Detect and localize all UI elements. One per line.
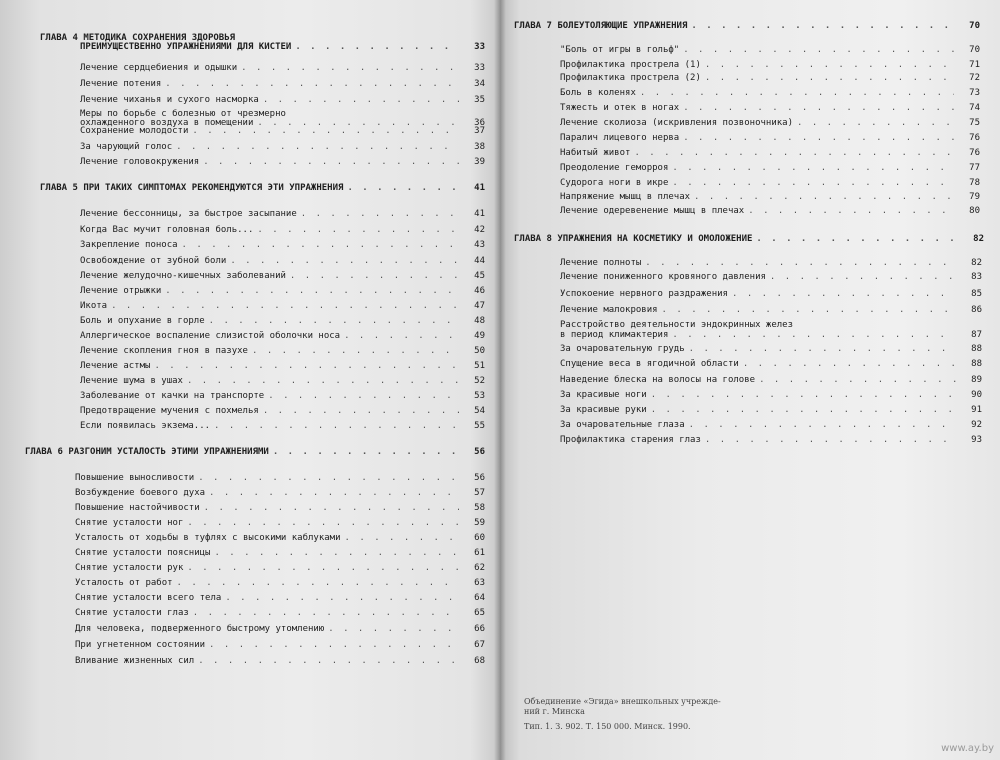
toc-entry-page: 63: [474, 578, 485, 588]
toc-entry: [80, 63, 485, 73]
toc-entry-title: Закрепление поноса: [80, 240, 178, 250]
toc-entry-title: Снятие усталости глаз: [75, 608, 189, 618]
toc-entry-title: Лечение скопления гноя в пазухе: [80, 346, 248, 356]
toc-entry: [560, 148, 980, 158]
leader-dots: [347, 183, 459, 193]
toc-entry-page: 53: [474, 391, 485, 401]
toc-entry: [560, 420, 982, 430]
toc-entry-title: Освобождение от зубной боли: [80, 256, 227, 266]
toc-entry-page: 36: [474, 118, 485, 128]
imprint-publisher-line2: ний г. Минска: [524, 707, 585, 716]
leader-dots: [187, 563, 459, 573]
toc-entry-title: Для человека, подверженного быстрому утомлению: [75, 624, 325, 634]
chapter-6-heading: [25, 447, 485, 457]
toc-entry-title: в период климактерия: [560, 330, 669, 340]
toc-entry-title: Лечение чиханья и сухого насморка: [80, 95, 259, 105]
toc-entry-page: 52: [474, 376, 485, 386]
toc-entry-title: Икота: [80, 301, 108, 311]
toc-entry: [75, 624, 485, 634]
leader-dots: [705, 60, 954, 70]
chapter-5-heading: [40, 183, 485, 193]
leader-dots: [705, 435, 956, 445]
leader-dots: [192, 126, 459, 136]
toc-entry-page: 86: [971, 305, 982, 315]
toc-entry: [80, 225, 485, 235]
leader-dots: [797, 118, 954, 128]
leader-dots: [209, 316, 459, 326]
leader-dots: [672, 163, 954, 173]
toc-entry: [75, 518, 485, 528]
toc-entry: [80, 95, 485, 105]
toc-entry-title: Лечение шума в ушах: [80, 376, 183, 386]
toc-entry-page: 58: [474, 503, 485, 513]
toc-entry-page: 75: [969, 118, 980, 128]
toc-entry-page: 83: [971, 272, 982, 282]
toc-entry-page: 73: [969, 88, 980, 98]
toc-entry-page: 55: [474, 421, 485, 431]
toc-entry-page: 78: [969, 178, 980, 188]
leader-dots: [672, 178, 954, 188]
toc-entry-title: Усталость от работ: [75, 578, 173, 588]
chapter-6-title: ГЛАВА 6 РАЗГОНИМ УСТАЛОСТЬ ЭТИМИ УПРАЖНЕНИЯМИ: [25, 447, 269, 457]
chapter-5-page: 41: [474, 183, 485, 193]
toc-entry-page: 88: [971, 359, 982, 369]
toc-entry: [560, 192, 980, 202]
toc-entry-title: Лечение потения: [80, 79, 162, 89]
toc-entry: [75, 593, 485, 603]
toc-entry-title: Предотвращение мучения с похмелья: [80, 406, 259, 416]
toc-entry-title: Лечение астмы: [80, 361, 151, 371]
leader-dots: [203, 157, 459, 167]
toc-entry-page: 76: [969, 133, 980, 143]
toc-entry-title: охлажденного воздуха в помещении: [80, 118, 254, 128]
toc-entry: [80, 142, 485, 152]
toc-entry: [560, 330, 982, 340]
toc-entry: [80, 331, 485, 341]
chapter-8-page: 82: [973, 234, 984, 244]
toc-entry: [80, 361, 485, 371]
leader-dots: [640, 88, 954, 98]
toc-entry-title: Если появилась экзема...: [80, 421, 211, 431]
chapter-7-title: ГЛАВА 7 БОЛЕУТОЛЯЮЩИЕ УПРАЖНЕНИЯ: [514, 21, 688, 31]
leader-dots: [268, 391, 459, 401]
toc-entry-title: "Боль от игры в гольф": [560, 45, 680, 55]
toc-entry-title: Сохранение молодости: [80, 126, 189, 136]
toc-entry-title: Судорога ноги в икре: [560, 178, 669, 188]
toc-entry-title: Повышение настойчивости: [75, 503, 200, 513]
toc-entry-title: Вливание жизненных сил: [75, 656, 195, 666]
toc-entry-page: 44: [474, 256, 485, 266]
watermark: www.ay.by: [941, 743, 994, 754]
toc-entry-page: 49: [474, 331, 485, 341]
imprint-print-info: Тип. 1. З. 902. Т. 150 000. Минск. 1990.: [524, 722, 691, 731]
toc-entry-title: Снятие усталости всего тела: [75, 593, 222, 603]
toc-entry: [80, 286, 485, 296]
chapter-7-heading: [514, 21, 980, 31]
toc-entry: [75, 640, 485, 650]
toc-entry: [560, 73, 980, 83]
leader-dots: [204, 503, 459, 513]
toc-entry-title: Повышение выносливости: [75, 473, 195, 483]
leader-dots: [295, 42, 459, 52]
toc-entry-title: Спущение веса в ягодичной области: [560, 359, 739, 369]
toc-entry-title: Лечение сердцебиения и одышки: [80, 63, 238, 73]
toc-entry: [75, 503, 485, 513]
leader-dots: [651, 390, 956, 400]
leader-dots: [683, 133, 954, 143]
leader-dots: [187, 376, 459, 386]
toc-entry-title: Тяжесть и отек в ногах: [560, 103, 680, 113]
leader-dots: [705, 73, 954, 83]
leader-dots: [225, 593, 459, 603]
toc-entry-title: Наведение блеска на волосы на голове: [560, 375, 756, 385]
toc-entry-page: 65: [474, 608, 485, 618]
toc-entry: [560, 405, 982, 415]
leader-dots: [691, 21, 954, 31]
toc-entry: [75, 548, 485, 558]
toc-entry: [75, 473, 485, 483]
toc-entry-page: 57: [474, 488, 485, 498]
leader-dots: [165, 286, 459, 296]
toc-entry-page: 77: [969, 163, 980, 173]
leader-dots: [252, 346, 459, 356]
toc-entry-page: 50: [474, 346, 485, 356]
leader-dots: [230, 256, 459, 266]
toc-entry-page: 87: [971, 330, 982, 340]
leader-dots: [273, 447, 459, 457]
toc-entry-page: 48: [474, 316, 485, 326]
toc-entry: [560, 344, 982, 354]
toc-entry-title: Лечение малокровия: [560, 305, 658, 315]
toc-entry: [560, 178, 980, 188]
leader-dots: [651, 405, 956, 415]
leader-dots: [263, 95, 459, 105]
leader-dots: [689, 420, 956, 430]
toc-entry-title: Боль и опухание в горле: [80, 316, 205, 326]
toc-entry: [560, 88, 980, 98]
toc-entry-page: 89: [971, 375, 982, 385]
toc-entry: [80, 157, 485, 167]
toc-entry-page: 45: [474, 271, 485, 281]
toc-entry: [560, 60, 980, 70]
toc-entry: [80, 346, 485, 356]
toc-entry-title: Профилактика старения глаз: [560, 435, 701, 445]
toc-entry-title: Снятие усталости ног: [75, 518, 184, 528]
leader-dots: [241, 63, 459, 73]
toc-entry: [560, 272, 982, 282]
toc-entry-page: 41: [474, 209, 485, 219]
toc-entry-title: Лечение отрыжки: [80, 286, 162, 296]
chapter-7-page: 70: [969, 21, 980, 31]
leader-dots: [193, 608, 459, 618]
toc-entry-page: 68: [474, 656, 485, 666]
book-gutter: [494, 0, 506, 760]
toc-entry: [80, 271, 485, 281]
leader-dots: [301, 209, 459, 219]
toc-entry: [560, 206, 980, 216]
toc-entry-page: 56: [474, 473, 485, 483]
leader-dots: [748, 206, 954, 216]
toc-entry-title: Паралич лицевого нерва: [560, 133, 680, 143]
toc-entry: [75, 608, 485, 618]
toc-entry-page: 91: [971, 405, 982, 415]
leader-dots: [732, 289, 956, 299]
toc-entry-title-line1: Расстройство деятельности эндокринных желез: [560, 320, 793, 330]
toc-entry-page: 93: [971, 435, 982, 445]
chapter-4-heading: [40, 42, 485, 52]
toc-entry: [80, 406, 485, 416]
chapter-4-title-line2: ПРЕИМУЩЕСТВЕННО УПРАЖНЕНИЯМИ ДЛЯ КИСТЕЙ: [80, 42, 292, 52]
toc-entry-title: Лечение бессонницы, за быстрое засыпание: [80, 209, 297, 219]
toc-entry-page: 66: [474, 624, 485, 634]
leader-dots: [111, 301, 459, 311]
toc-entry-title: Когда Вас мучит головная боль...: [80, 225, 254, 235]
toc-entry: [560, 45, 980, 55]
leader-dots: [634, 148, 954, 158]
toc-entry: [560, 289, 982, 299]
toc-entry-title: Заболевание от качки на транспорте: [80, 391, 265, 401]
leader-dots: [214, 548, 459, 558]
toc-entry: [80, 376, 485, 386]
leader-dots: [165, 79, 459, 89]
toc-entry-page: 82: [971, 258, 982, 268]
toc-entry-page: 64: [474, 593, 485, 603]
toc-entry-page: 35: [474, 95, 485, 105]
toc-entry-page: 72: [969, 73, 980, 83]
toc-entry-title: За очаровательную грудь: [560, 344, 685, 354]
toc-entry-page: 92: [971, 420, 982, 430]
toc-entry: [75, 578, 485, 588]
toc-entry-title: Лечение сколиоза (искривления позвоночника): [560, 118, 793, 128]
toc-entry-page: 88: [971, 344, 982, 354]
toc-entry-title-line1: Меры по борьбе с болезнью от чрезмерно: [80, 109, 286, 119]
toc-entry-title: Снятие усталости поясницы: [75, 548, 211, 558]
chapter-4-title-line1: ГЛАВА 4 МЕТОДИКА СОХРАНЕНИЯ ЗДОРОВЬЯ: [40, 33, 236, 43]
leader-dots: [662, 305, 956, 315]
toc-entry-title: Профилактика прострела (2): [560, 73, 701, 83]
toc-entry-page: 38: [474, 142, 485, 152]
toc-entry: [75, 488, 485, 498]
leader-dots: [345, 533, 459, 543]
toc-entry-page: 46: [474, 286, 485, 296]
leader-dots: [290, 271, 459, 281]
toc-entry: [80, 126, 485, 136]
toc-entry: [80, 316, 485, 326]
leader-dots: [672, 330, 956, 340]
toc-entry-page: 85: [971, 289, 982, 299]
leader-dots: [756, 234, 958, 244]
chapter-5-title: ГЛАВА 5 ПРИ ТАКИХ СИМПТОМАХ РЕКОМЕНДУЮТСЯ ЭТИ УПРАЖНЕНИЯ: [40, 183, 344, 193]
leader-dots: [770, 272, 956, 282]
toc-entry-page: 54: [474, 406, 485, 416]
toc-entry-page: 33: [474, 63, 485, 73]
toc-entry: [80, 240, 485, 250]
toc-entry-title: Успокоение нервного раздражения: [560, 289, 728, 299]
leader-dots: [209, 640, 459, 650]
toc-entry: [560, 390, 982, 400]
toc-entry-page: 39: [474, 157, 485, 167]
toc-entry-page: 79: [969, 192, 980, 202]
imprint-publisher-line1: Объединение «Эгида» внешкольных учрежде-: [524, 697, 721, 706]
toc-entry-page: 34: [474, 79, 485, 89]
toc-entry-title: За красивые ноги: [560, 390, 647, 400]
toc-entry-page: 80: [969, 206, 980, 216]
leader-dots: [187, 518, 459, 528]
toc-entry-title: Лечение одеревенение мышц в плечах: [560, 206, 745, 216]
right-page: [500, 0, 1000, 760]
toc-entry-page: 47: [474, 301, 485, 311]
toc-entry-page: 70: [969, 45, 980, 55]
leader-dots: [209, 488, 459, 498]
toc-entry: [80, 209, 485, 219]
leader-dots: [683, 45, 954, 55]
leader-dots: [344, 331, 459, 341]
toc-entry-title: Аллергическое воспаление слизистой оболочки носа: [80, 331, 341, 341]
toc-entry-title: Лечение желудочно-кишечных заболеваний: [80, 271, 286, 281]
toc-entry-title: Усталость от ходьбы в туфлях с высокими каблуками: [75, 533, 341, 543]
toc-entry: [560, 258, 982, 268]
toc-entry: [75, 656, 485, 666]
toc-entry: [560, 103, 980, 113]
toc-entry-page: 62: [474, 563, 485, 573]
leader-dots: [689, 344, 956, 354]
leader-dots: [198, 656, 459, 666]
toc-entry-title: Снятие усталости рук: [75, 563, 184, 573]
leader-dots: [154, 361, 459, 371]
toc-entry: [80, 256, 485, 266]
toc-entry: [560, 375, 982, 385]
toc-entry-page: 59: [474, 518, 485, 528]
toc-entry-title: Лечение головокружения: [80, 157, 200, 167]
chapter-8-title: ГЛАВА 8 УПРАЖНЕНИЯ НА КОСМЕТИКУ И ОМОЛОЖЕНИЕ: [514, 234, 753, 244]
leader-dots: [182, 240, 459, 250]
chapter-4-page: 33: [474, 42, 485, 52]
toc-entry-title: За красивые руки: [560, 405, 647, 415]
toc-entry-page: 43: [474, 240, 485, 250]
toc-entry-title: Лечение пониженного кровяного давления: [560, 272, 766, 282]
leader-dots: [177, 578, 459, 588]
toc-entry-page: 37: [474, 126, 485, 136]
toc-entry-title: Набитый живот: [560, 148, 631, 158]
toc-entry-title: При угнетенном состоянии: [75, 640, 206, 650]
toc-entry-title: Возбуждение боевого духа: [75, 488, 206, 498]
toc-entry-page: 90: [971, 390, 982, 400]
toc-entry-page: 67: [474, 640, 485, 650]
toc-entry-page: 60: [474, 533, 485, 543]
toc-entry-page: 61: [474, 548, 485, 558]
leader-dots: [683, 103, 954, 113]
toc-entry-page: 76: [969, 148, 980, 158]
toc-entry: [560, 359, 982, 369]
toc-entry: [560, 305, 982, 315]
toc-entry-title: Напряжение мышц в плечах: [560, 192, 691, 202]
leader-dots: [694, 192, 954, 202]
leader-dots: [743, 359, 956, 369]
leader-dots: [759, 375, 956, 385]
toc-entry: [80, 79, 485, 89]
toc-entry: [75, 533, 485, 543]
toc-entry-title: Профилактика прострела (1): [560, 60, 701, 70]
toc-entry: [80, 421, 485, 431]
toc-entry-page: 51: [474, 361, 485, 371]
toc-entry-page: 42: [474, 225, 485, 235]
toc-entry: [560, 133, 980, 143]
leader-dots: [328, 624, 459, 634]
toc-entry-title: Преодоление геморроя: [560, 163, 669, 173]
toc-entry: [80, 391, 485, 401]
toc-entry: [560, 163, 980, 173]
toc-entry-title: Боль в коленях: [560, 88, 636, 98]
toc-entry: [75, 563, 485, 573]
toc-entry: [80, 301, 485, 311]
leader-dots: [263, 406, 459, 416]
toc-entry-title: За очаровательные глаза: [560, 420, 685, 430]
toc-entry: [560, 435, 982, 445]
leader-dots: [176, 142, 459, 152]
leader-dots: [645, 258, 956, 268]
leader-dots: [198, 473, 459, 483]
leader-dots: [257, 225, 459, 235]
toc-entry-title: За чарующий голос: [80, 142, 173, 152]
toc-entry-page: 71: [969, 60, 980, 70]
toc-entry-page: 74: [969, 103, 980, 113]
toc-entry: [560, 118, 980, 128]
chapter-6-page: 56: [474, 447, 485, 457]
leader-dots: [214, 421, 459, 431]
toc-entry-title: Лечение полноты: [560, 258, 642, 268]
chapter-8-heading: [514, 234, 984, 244]
